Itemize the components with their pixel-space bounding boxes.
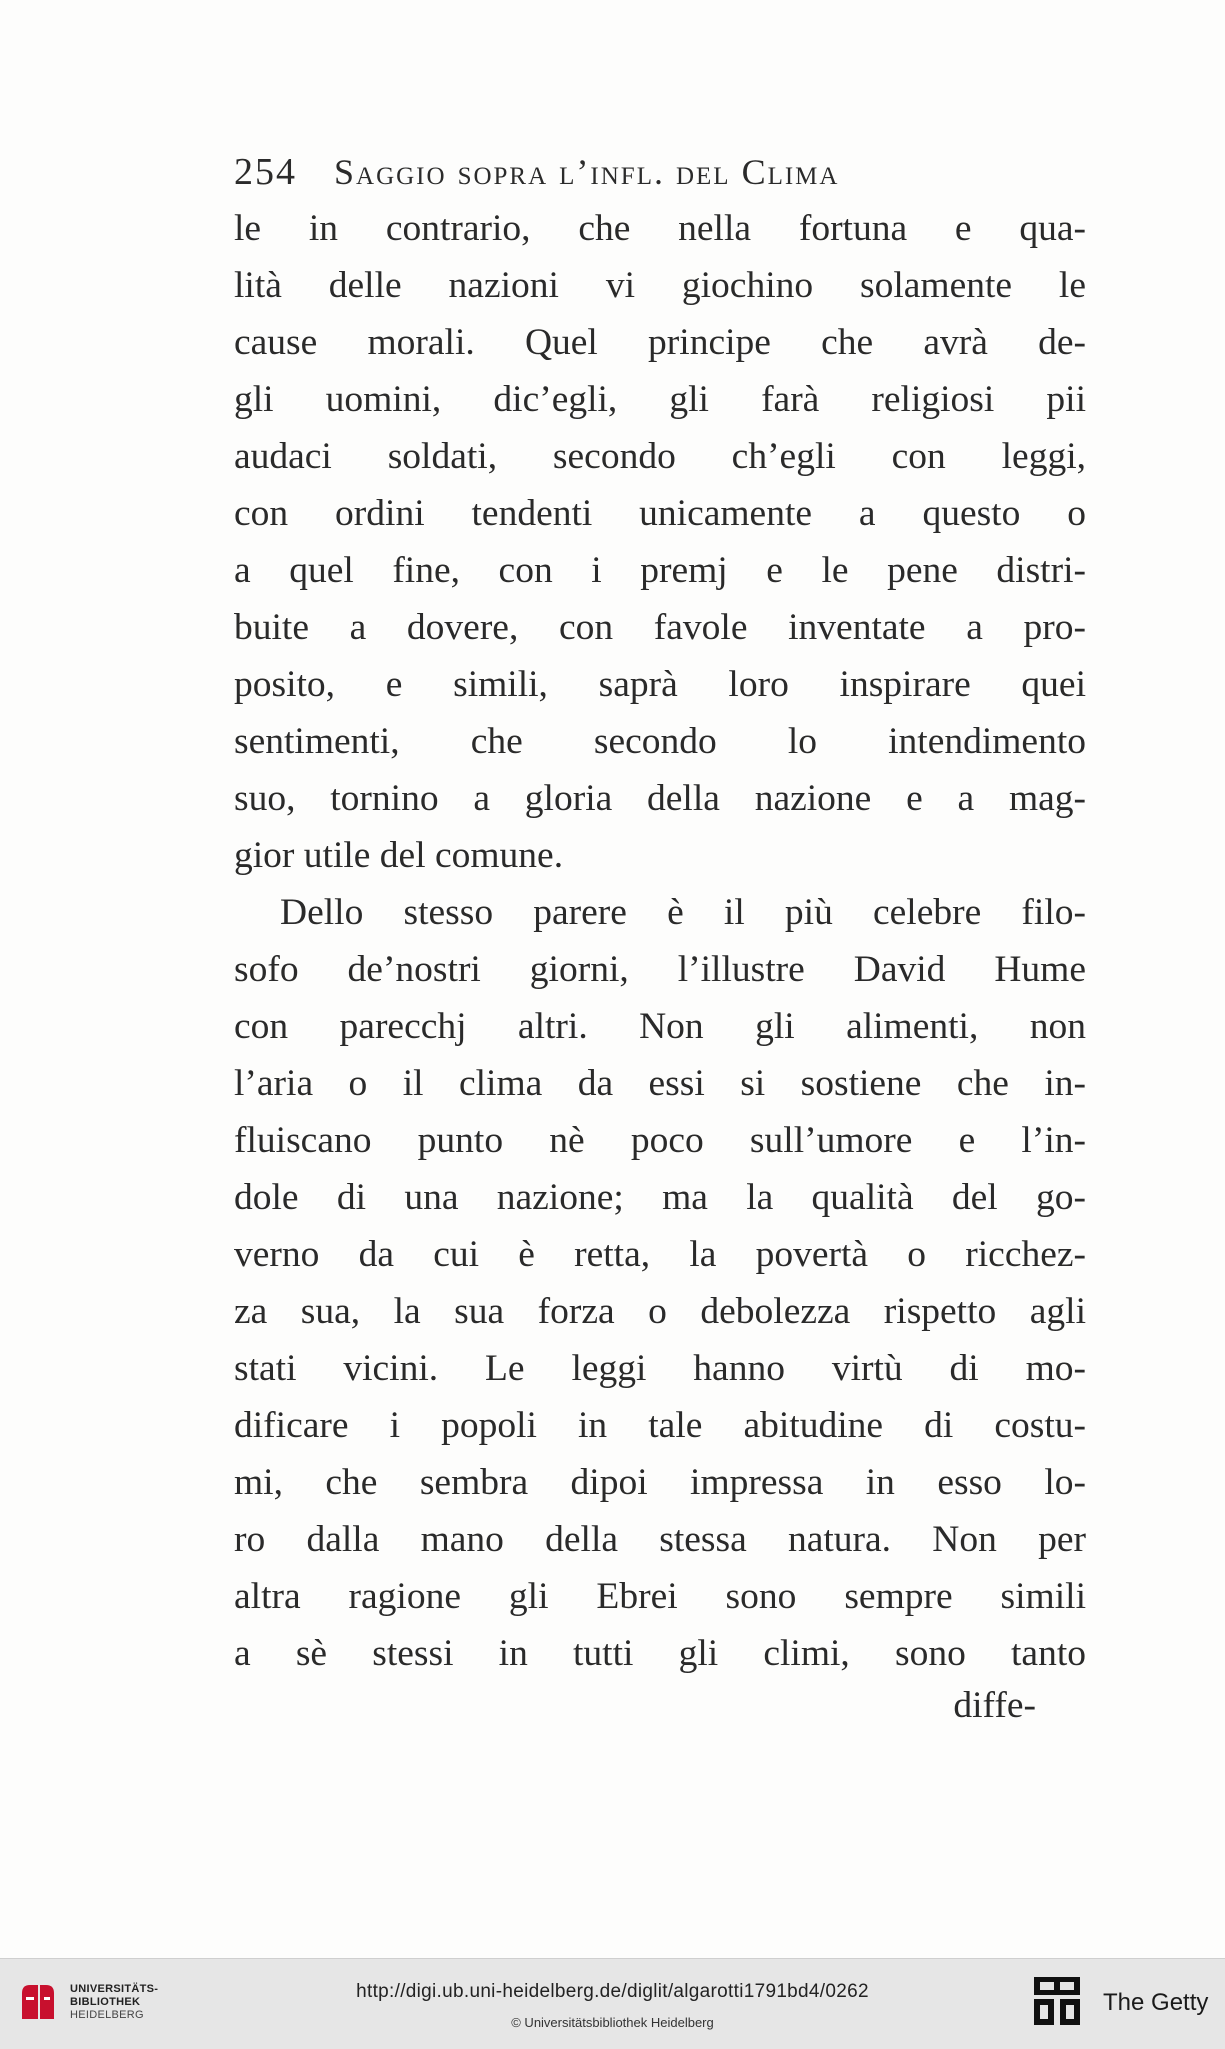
getty-name: The Getty (1103, 1989, 1209, 2016)
text-line: mi, che sembra dipoi impressa in esso lo- (234, 1462, 1086, 1503)
getty-logo-icon (1032, 1975, 1082, 2031)
text-line: cause morali. Quel principe che avrà de- (234, 322, 1086, 363)
paragraph-end-line: gior utile del comune. (234, 835, 564, 876)
page-header (234, 150, 1094, 194)
text-line: con parecchj altri. Non gli alimenti, non (234, 1006, 1086, 1047)
text-line: le in contrario, che nella fortuna e qua- (234, 208, 1086, 249)
text-line: sofo de’nostri giorni, l’illustre David Hume (234, 949, 1086, 990)
text-line: verno da cui è retta, la povertà o ricchez- (234, 1234, 1086, 1275)
text-line: stati vicini. Le leggi hanno virtù di mo- (234, 1348, 1086, 1389)
text-line: suo, tornino a gloria della nazione e a mag- (234, 778, 1086, 819)
viewer-footer (0, 1958, 1225, 2049)
text-line: con ordini tendenti unicamente a questo o (234, 493, 1086, 534)
running-title: Saggio sopra l’infl. del Clima (334, 152, 840, 192)
text-line: dificare i popoli in tale abitudine di costu- (234, 1405, 1086, 1446)
text-line: gli uomini, dic’egli, gli farà religiosi pii (234, 379, 1086, 420)
text-line: za sua, la sua forza o debolezza rispetto agli (234, 1291, 1086, 1332)
text-line: a sè stessi in tutti gli climi, sono tanto (234, 1633, 1086, 1674)
text-line: lità delle nazioni vi giochino solamente le (234, 265, 1086, 306)
text-line: l’aria o il clima da essi si sostiene che in- (234, 1063, 1086, 1104)
text-line: ro dalla mano della stessa natura. Non per (234, 1519, 1086, 1560)
page-number: 254 (234, 151, 297, 193)
copyright-notice: © Universitätsbibliothek Heidelberg (511, 2015, 714, 2030)
paragraph-start-line: Dello stesso parere è il più celebre filo- (280, 892, 1086, 933)
text-line: altra ragione gli Ebrei sono sempre simili (234, 1576, 1086, 1617)
university-library-name: UNIVERSITÄTS- BIBLIOTHEK HEIDELBERG (70, 1983, 159, 2021)
text-line: a quel fine, con i premj e le pene distri- (234, 550, 1086, 591)
text-line: buite a dovere, con favole inventate a pro- (234, 607, 1086, 648)
text-line: sentimenti, che secondo lo intendimento (234, 721, 1086, 762)
text-line: dole di una nazione; ma la qualità del go- (234, 1177, 1086, 1218)
catchword: diffe- (953, 1685, 1036, 1726)
text-line: posito, e simili, saprà loro inspirare quei (234, 664, 1086, 705)
text-line: fluiscano punto nè poco sull’umore e l’in- (234, 1120, 1086, 1161)
body-text (234, 200, 1086, 1682)
permalink-url[interactable]: http://digi.ub.uni-heidelberg.de/diglit/algarotti1791bd4/0262 (356, 1981, 869, 2002)
text-line: audaci soldati, secondo ch’egli con leggi, (234, 436, 1086, 477)
